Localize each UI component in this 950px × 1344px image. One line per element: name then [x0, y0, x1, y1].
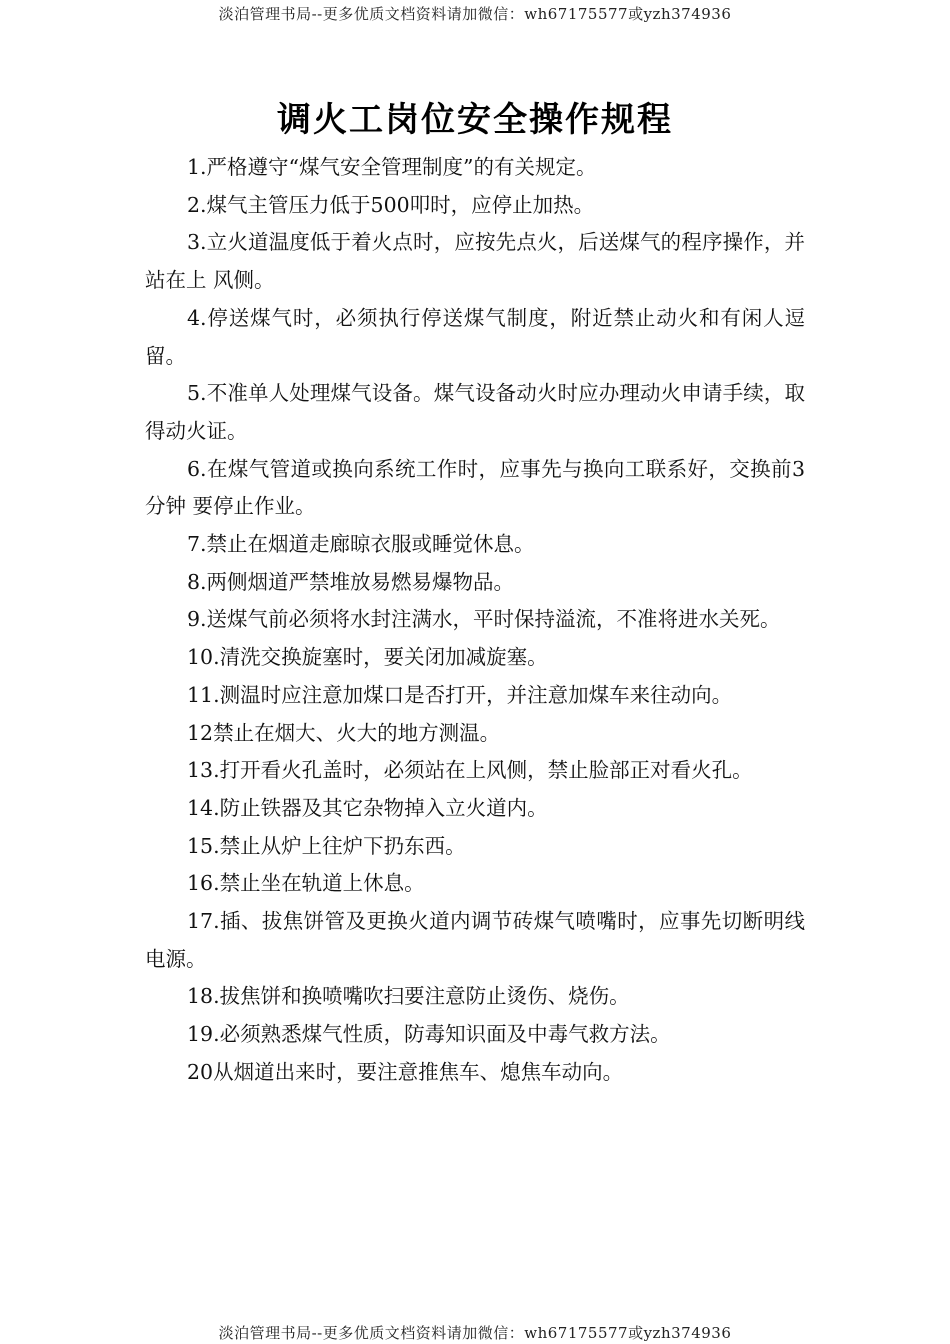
rule-item-5: 5.不准单人处理煤气设备。煤气设备动火时应办理动火申请手续，取得动火证。	[145, 381, 805, 443]
rule-item-19: 19.必须熟悉煤气性质，防毒知识面及中毒气救方法。	[187, 1022, 671, 1047]
document-title: 调火工岗位安全操作规程	[277, 100, 673, 140]
rule-item-2: 2.煤气主管压力低于500叩时，应停止加热。	[187, 192, 595, 217]
rule-item-10: 10.清洗交换旋塞时，要关闭加减旋塞。	[187, 645, 548, 670]
rules-list	[145, 149, 805, 1092]
rule-item-8: 8.两侧烟道严禁堆放易燃易爆物品。	[187, 569, 515, 594]
page-header: 淡泊管理书局--更多优质文档资料请加微信：wh67175577或yzh374936	[218, 5, 732, 23]
rule-item-12: 12禁止在烟大、火大的地方测温。	[187, 720, 501, 745]
rule-item-7: 7.禁止在烟道走廊晾衣服或睡觉休息。	[187, 532, 535, 557]
rule-item-15: 15.禁止从炉上往炉下扔东西。	[187, 833, 466, 858]
rule-item-4: 4.停送煤气时，必须执行停送煤气制度，附近禁止动火和有闲人逗留。	[145, 305, 805, 368]
rule-item-3: 3.立火道温度低于着火点时，应按先点火，后送煤气的程序操作，并站在上 风侧。	[145, 230, 805, 293]
rule-item-13: 13.打开看火孔盖时，必须站在上风侧，禁止脸部正对看火孔。	[187, 758, 753, 783]
rule-item-20: 20从烟道出来时，要注意推焦车、熄焦车动向。	[187, 1059, 624, 1084]
rule-item-18: 18.拔焦饼和换喷嘴吹扫要注意防止烫伤、烧伤。	[187, 984, 630, 1009]
rule-item-11: 11.测温时应注意加煤口是否打开，并注意加煤车来往动向。	[187, 682, 733, 707]
rule-item-1: 1.严格遵守“煤气安全管理制度”的有关规定。	[187, 155, 597, 179]
rule-item-16: 16.禁止坐在轨道上休息。	[187, 871, 425, 896]
page-footer: 淡泊管理书局--更多优质文档资料请加微信：wh67175577或yzh374936	[218, 1324, 732, 1342]
rule-item-9: 9.送煤气前必须将水封注满水，平时保持溢流，不准将进水关死。	[187, 607, 781, 632]
rule-item-17: 17.插、拔焦饼管及更换火道内调节砖煤气喷嘴时，应事先切断明线电源。	[145, 909, 805, 971]
rule-item-6: 6.在煤气管道或换向系统工作时，应事先与换向工联系好，交换前3分钟 要停止作业。	[145, 456, 805, 519]
rule-item-14: 14.防止铁器及其它杂物掉入立火道内。	[187, 795, 548, 820]
